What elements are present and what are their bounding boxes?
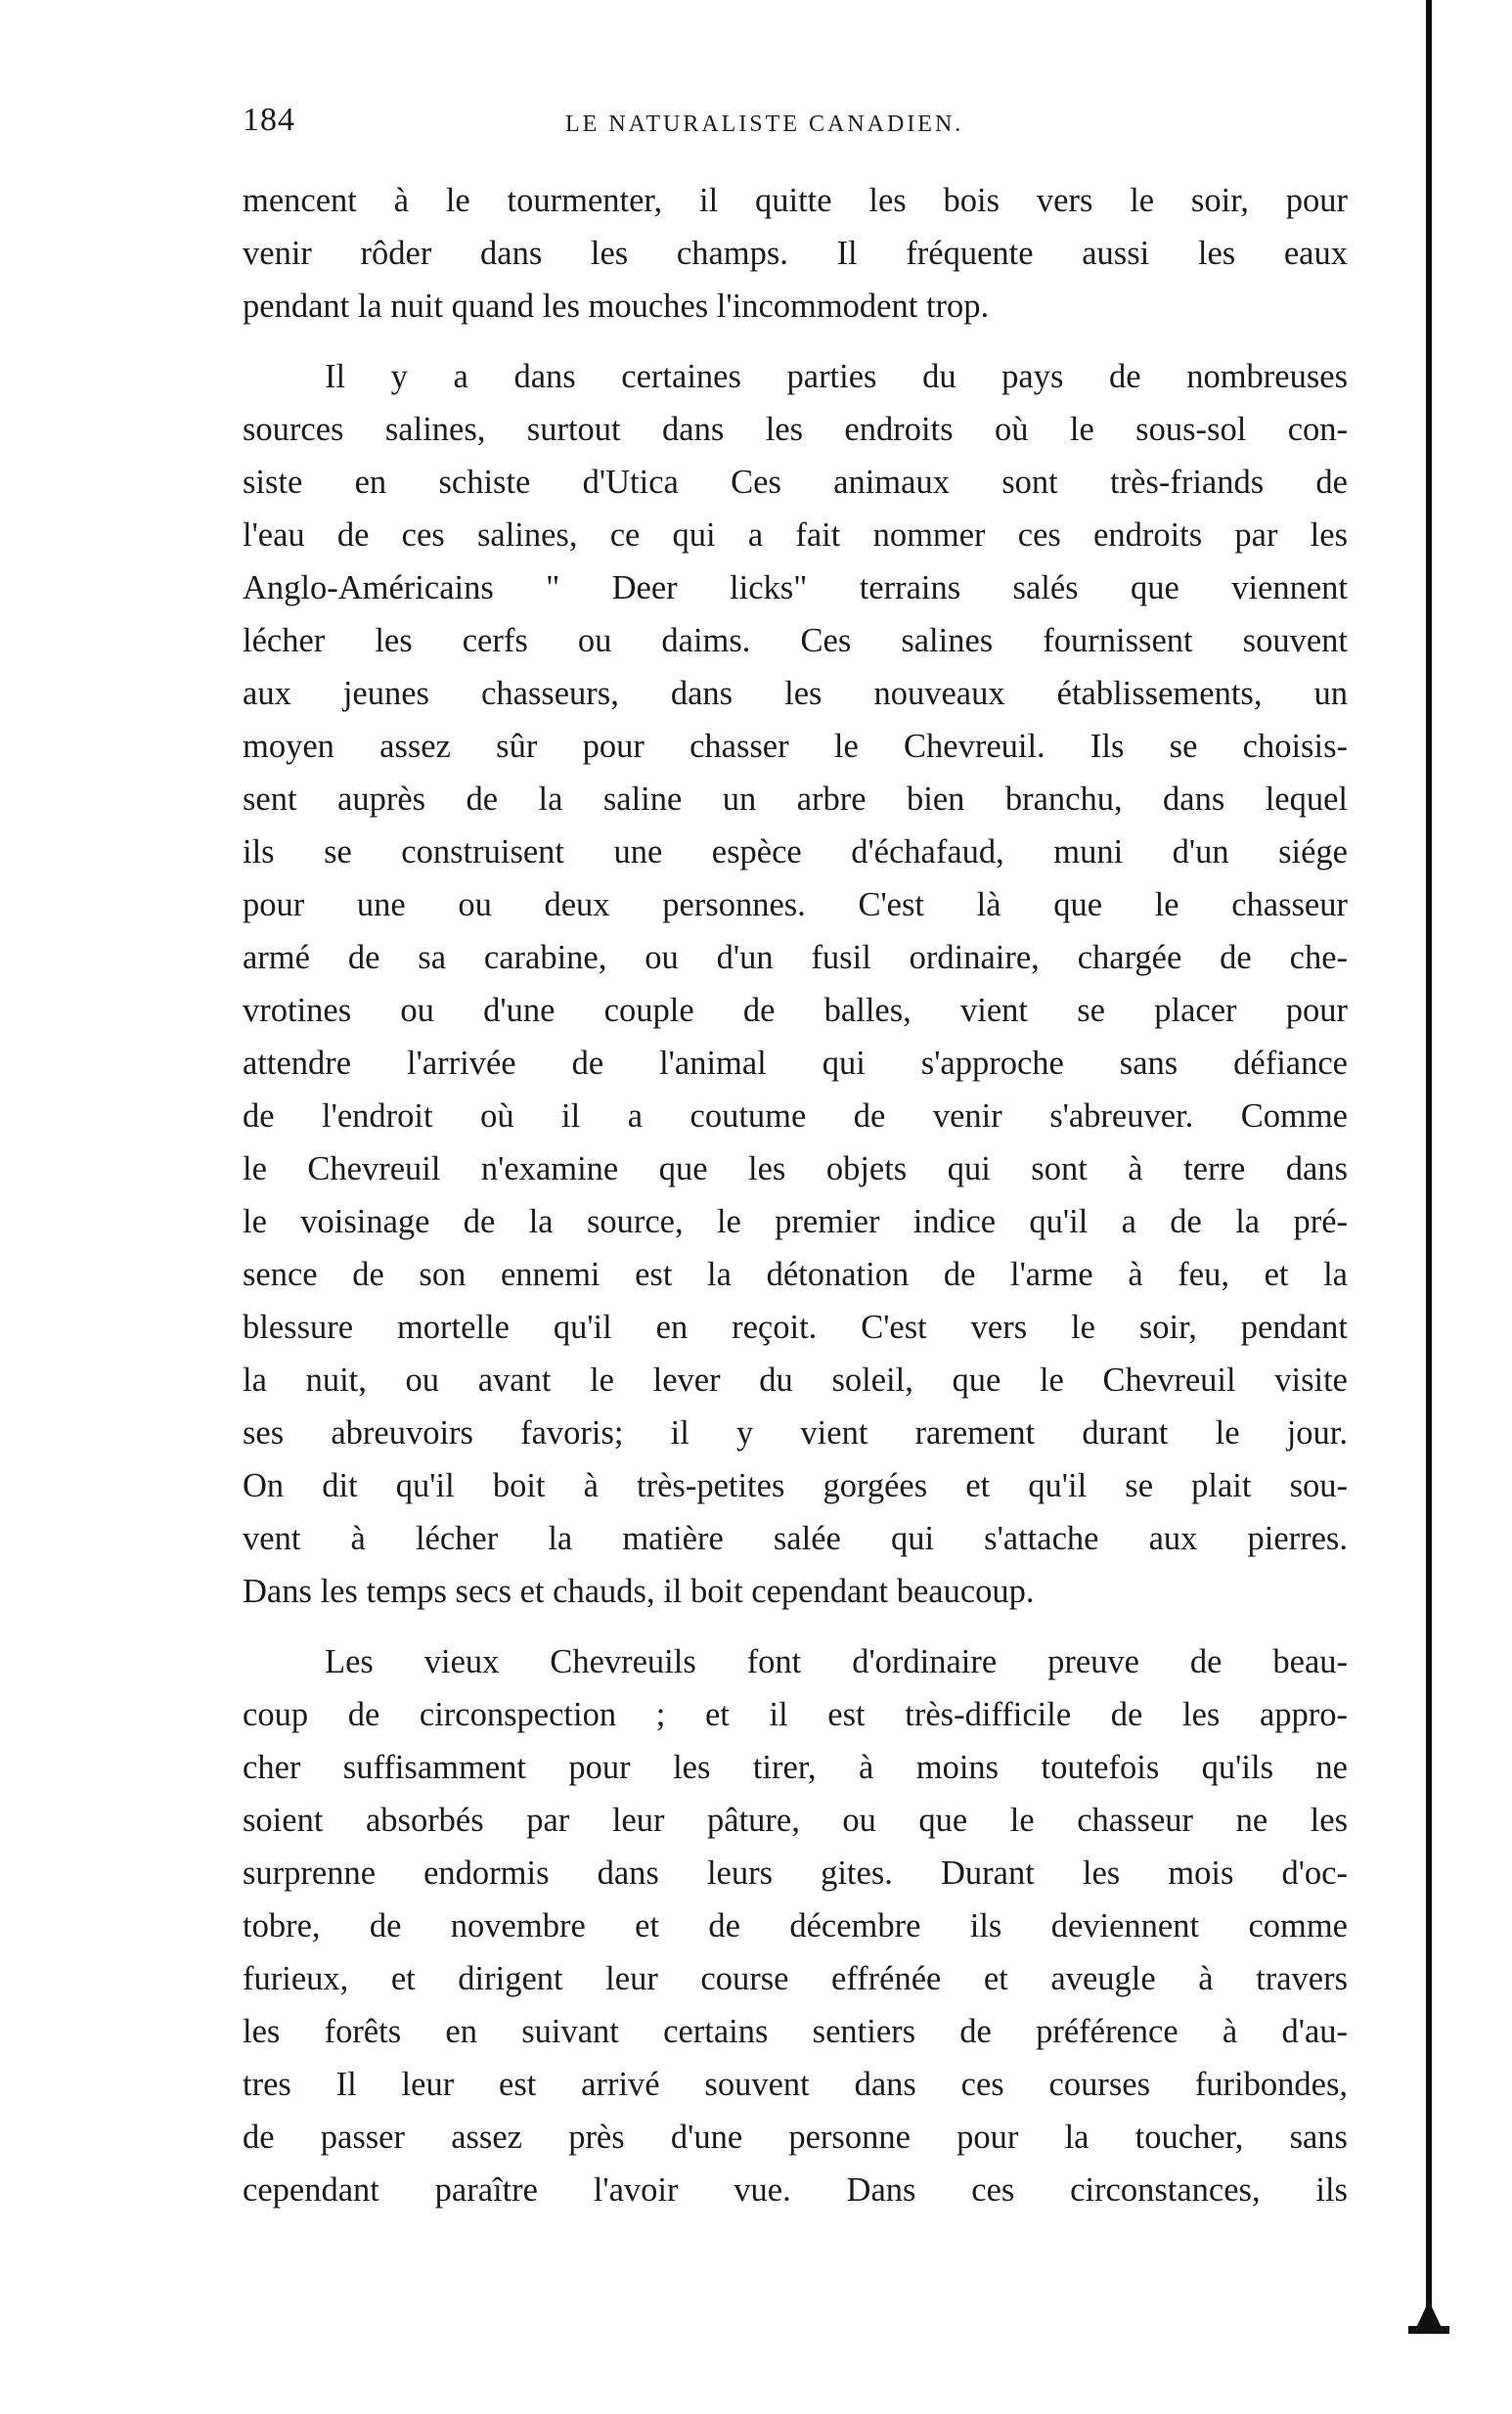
text-line: aux jeunes chasseurs, dans les nouveaux établissements, un [243,675,1348,712]
running-head: LE NATURALISTE CANADIEN. [565,112,964,137]
text-line: pendant la nuit quand les mouches l'incommodent trop. [243,288,990,325]
text-line: le Chevreuil n'examine que les objets qui sont à terre dans [243,1150,1348,1187]
text-line: coup de circonspection ; et il est très-difficile de les appro- [243,1696,1348,1733]
text-line: l'eau de ces salines, ce qui a fait nommer ces endroits par les [243,516,1348,554]
page-number: 184 [243,102,295,138]
paragraph-gap [243,333,1348,350]
text-line: ils se construisent une espèce d'échafaud, muni d'un siége [243,833,1348,871]
text-line: On dit qu'il boit à très-petites gorgées et qu'il se plait sou- [243,1467,1348,1504]
text-line: vrotines ou d'une couple de balles, vient se placer pour [243,992,1348,1029]
text-line: armé de sa carabine, ou d'un fusil ordinaire, chargée de che- [243,939,1348,976]
text-line: sence de son ennemi est la détonation de l'arme à feu, et la [243,1256,1348,1293]
text-line: vent à lécher la matière salée qui s'attache aux pierres. [243,1520,1348,1557]
paragraph-gap [243,1618,1348,1635]
text-line: cependant paraître l'avoir vue. Dans ces circonstances, ils [243,2171,1348,2209]
text-line: tres Il leur est arrivé souvent dans ces courses furibondes, [243,2066,1348,2103]
margin-rule-base [1408,2326,1449,2334]
text-line: moyen assez sûr pour chasser le Chevreuil. Ils se choisis- [243,728,1348,765]
text-line: Anglo-Américains " Deer licks" terrains salés que viennent [243,569,1348,606]
text-line: la nuit, ou avant le lever du soleil, que le Chevreuil visite [243,1362,1348,1399]
text-line: le voisinage de la source, le premier indice qu'il a de la pré- [243,1203,1348,1240]
text-line: soient absorbés par leur pâture, ou que le chasseur ne les [243,1802,1348,1839]
text-line: cher suffisamment pour les tirer, à moins toutefois qu'ils ne [243,1749,1348,1786]
page-header [243,102,1348,151]
text-line: furieux, et dirigent leur course effrénée et aveugle à travers [243,1960,1348,1997]
text-line: surprenne endormis dans leurs gites. Durant les mois d'oc- [243,1855,1348,1892]
text-line: Dans les temps secs et chauds, il boit cependant beaucoup. [243,1573,1035,1610]
text-line: siste en schiste d'Utica Ces animaux sont très-friands de [243,464,1348,501]
text-line: Il y a dans certaines parties du pays de nombreuses [325,358,1348,395]
text-line: attendre l'arrivée de l'animal qui s'approche sans défiance [243,1045,1348,1082]
text-line: mencent à le tourmenter, il quitte les bois vers le soir, pour [243,182,1348,219]
text-line: Les vieux Chevreuils font d'ordinaire preuve de beau- [325,1643,1348,1680]
text-line: de passer assez près d'une personne pour la toucher, sans [243,2119,1348,2156]
margin-rule [1426,0,1432,2328]
text-line: pour une ou deux personnes. C'est là que le chasseur [243,886,1348,923]
text-line: venir rôder dans les champs. Il fréquente aussi les eaux [243,235,1348,272]
text-line: les forêts en suivant certains sentiers de préférence à d'au- [243,2013,1348,2050]
text-line: ses abreuvoirs favoris; il y vient rarement durant le jour. [243,1414,1348,1452]
text-line: lécher les cerfs ou daims. Ces salines fournissent souvent [243,622,1348,659]
text-line: sources salines, surtout dans les endroits où le sous-sol con- [243,411,1348,448]
body-text [243,174,1348,2216]
text-line: blessure mortelle qu'il en reçoit. C'est vers le soir, pendant [243,1309,1348,1346]
text-line: sent auprès de la saline un arbre bien branchu, dans lequel [243,781,1348,818]
text-line: tobre, de novembre et de décembre ils deviennent comme [243,1907,1348,1945]
text-line: de l'endroit où il a coutume de venir s'abreuver. Comme [243,1097,1348,1135]
